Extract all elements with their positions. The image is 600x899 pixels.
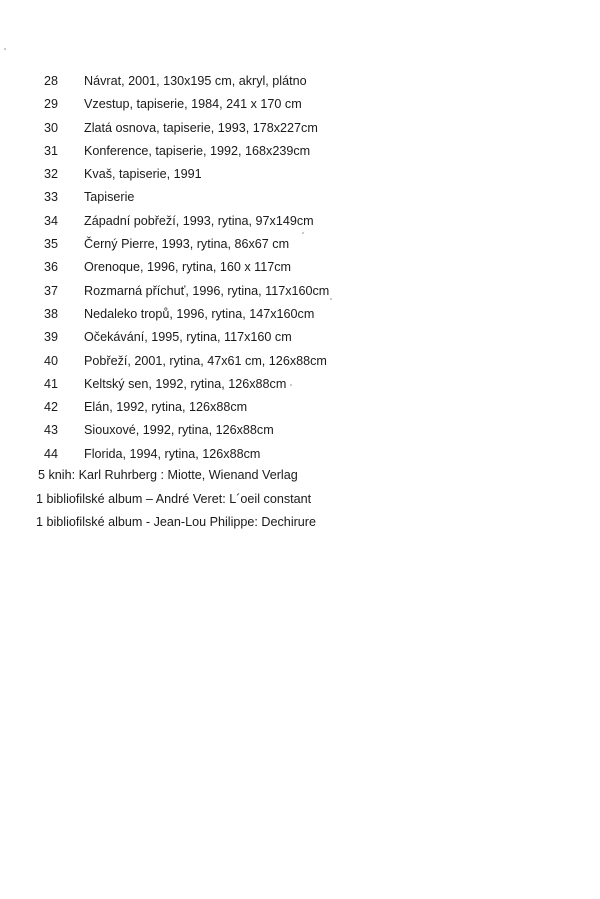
list-item bbox=[44, 373, 564, 396]
list-item bbox=[44, 280, 564, 303]
item-description: Rozmarná příchuť, 1996, rytina, 117x160cm bbox=[84, 283, 330, 298]
item-number: 28 bbox=[44, 74, 59, 88]
item-description: Keltský sen, 1992, rytina, 126x88cm bbox=[84, 376, 287, 391]
item-number: 29 bbox=[44, 97, 59, 112]
item-description: Orenoque, 1996, rytina, 160 x 117cm bbox=[84, 260, 291, 275]
item-number: 30 bbox=[44, 120, 59, 135]
list-item bbox=[44, 256, 564, 279]
item-description: Černý Pierre, 1993, rytina, 86x67 cm bbox=[84, 237, 290, 252]
item-description: Očekávání, 1995, rytina, 117x160 cm bbox=[84, 330, 292, 345]
list-item bbox=[44, 93, 564, 116]
list-item bbox=[44, 326, 564, 349]
list-item bbox=[44, 70, 564, 93]
item-description: Konference, tapiserie, 1992, 168x239cm bbox=[84, 143, 311, 158]
item-description: Západní pobřeží, 1993, rytina, 97x149cm bbox=[84, 213, 314, 228]
item-description: Pobřeží, 2001, rytina, 47x61 cm, 126x88cm bbox=[84, 353, 327, 368]
item-number: 40 bbox=[44, 353, 59, 368]
list-item bbox=[44, 419, 564, 442]
item-description: Kvaš, tapiserie, 1991 bbox=[84, 167, 202, 182]
note-line: 1 bibliofilské album – André Veret: L´oeil constant bbox=[36, 491, 312, 506]
list-item bbox=[44, 140, 564, 163]
scan-speck bbox=[330, 298, 332, 300]
item-description: Florida, 1994, rytina, 126x88cm bbox=[84, 446, 261, 461]
scan-speck bbox=[290, 384, 292, 386]
item-number: 33 bbox=[44, 190, 59, 205]
item-number: 41 bbox=[44, 376, 59, 391]
item-number: 39 bbox=[44, 330, 59, 345]
list-item bbox=[44, 117, 564, 140]
item-description: Tapiserie bbox=[84, 190, 135, 205]
item-description: Nedaleko tropů, 1996, rytina, 147x160cm bbox=[84, 306, 315, 321]
list-item bbox=[44, 163, 564, 186]
item-description: Návrat, 2001, 130x195 cm, akryl, plátno bbox=[84, 74, 307, 88]
scan-speck bbox=[4, 48, 6, 50]
item-number: 43 bbox=[44, 423, 59, 438]
note-line: 1 bibliofilské album - Jean-Lou Philippe: Dechirure bbox=[36, 515, 317, 529]
list-item bbox=[44, 210, 564, 233]
books-and-albums-notes bbox=[36, 464, 576, 535]
list-item bbox=[44, 233, 564, 256]
list-item bbox=[44, 350, 564, 373]
item-number: 31 bbox=[44, 143, 59, 158]
item-description: Elán, 1992, rytina, 126x88cm bbox=[84, 400, 248, 415]
list-item bbox=[44, 186, 564, 209]
scan-speck bbox=[302, 232, 304, 234]
list-item bbox=[44, 396, 564, 419]
item-number: 36 bbox=[44, 260, 59, 275]
inventory-list bbox=[44, 70, 564, 466]
item-description: Zlatá osnova, tapiserie, 1993, 178x227cm bbox=[84, 120, 318, 135]
item-number: 38 bbox=[44, 306, 59, 321]
item-description: Vzestup, tapiserie, 1984, 241 x 170 cm bbox=[84, 97, 302, 112]
item-number: 37 bbox=[44, 283, 59, 298]
item-number: 35 bbox=[44, 237, 59, 252]
item-number: 32 bbox=[44, 167, 59, 182]
item-number: 34 bbox=[44, 213, 59, 228]
note-line: 5 knih: Karl Ruhrberg : Miotte, Wienand Verlag bbox=[38, 468, 298, 482]
item-number: 42 bbox=[44, 400, 59, 415]
item-number: 44 bbox=[44, 446, 59, 461]
list-item bbox=[44, 303, 564, 326]
item-description: Siouxové, 1992, rytina, 126x88cm bbox=[84, 423, 274, 438]
list-item bbox=[44, 443, 564, 466]
